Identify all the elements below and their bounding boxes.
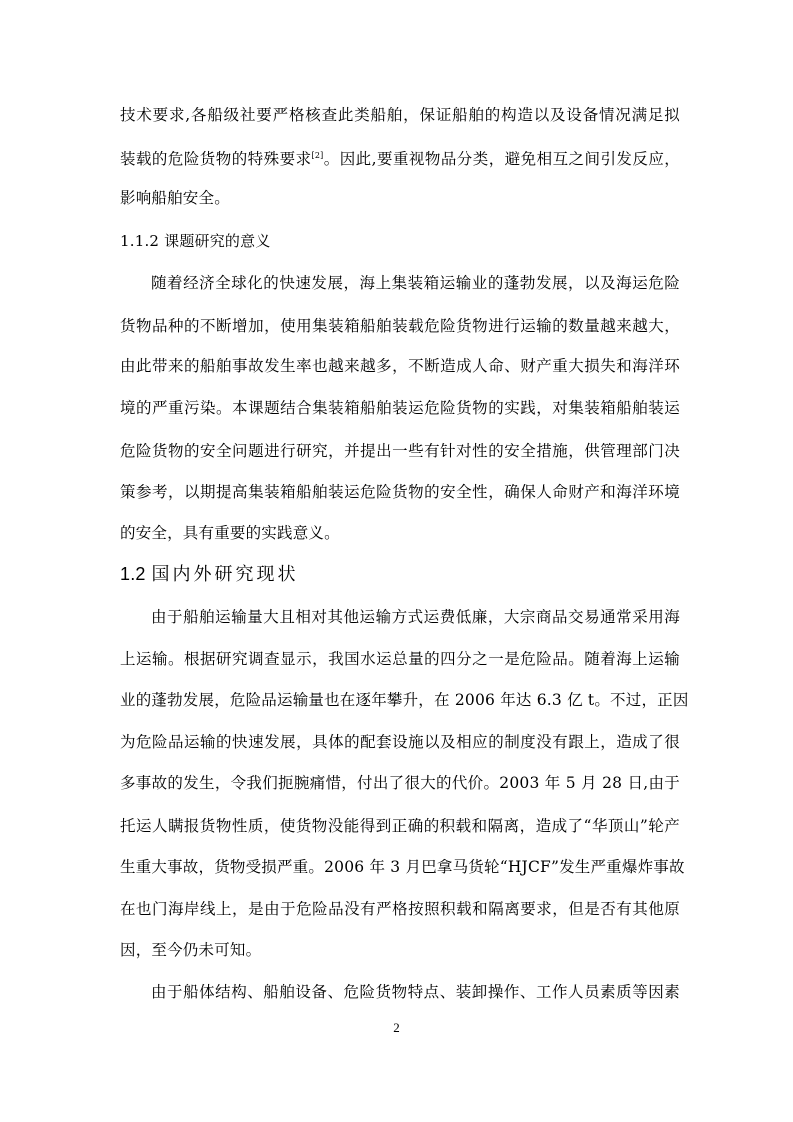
paragraph-line: 在也门海岸线上，是由于危险品没有严格按照积载和隔离要求，但是否有其他原 xyxy=(120,900,680,918)
paragraph-line: 技术要求,各船级社要严格核查此类船舶，保证船舶的构造以及设备情况满足拟 xyxy=(120,106,680,124)
subsection-heading: 1.1.2 课题研究的意义 xyxy=(120,232,271,250)
paragraph-line: 由此带来的船舶事故发生率也越来越多，不断造成人命、财产重大损失和海洋环 xyxy=(120,357,680,375)
paragraph-line: 策参考，以期提高集装箱船舶装运危险货物的安全性，确保人命财产和海洋环境 xyxy=(120,483,680,501)
section-title: 国内外研究现状 xyxy=(151,564,299,585)
paragraph-line: 的安全，具有重要的实践意义。 xyxy=(120,524,340,542)
paragraph-line xyxy=(120,148,680,170)
paragraph-line: 货物品种的不断增加，使用集装箱船舶装载危险货物进行运输的数量越来越大， xyxy=(120,317,680,335)
paragraph-text: 装载的危险货物的特殊要求 xyxy=(120,150,312,168)
paragraph-line: 危险货物的安全问题进行研究，并提出一些有针对性的安全措施，供管理部门决 xyxy=(120,442,680,460)
citation-reference: [2] xyxy=(311,150,324,160)
paragraph-line: 多事故的发生，令我们扼腕痛惜，付出了很大的代价。2003 年 5 月 28 日,由于 xyxy=(120,774,680,792)
paragraph-line: 因，至今仍未可知。 xyxy=(120,941,262,959)
paragraph-line: 由于船舶运输量大且相对其他运输方式运费低廉，大宗商品交易通常采用海 xyxy=(151,608,680,626)
paragraph-text: 。因此,要重视物品分类，避免相互之间引发反应， xyxy=(323,150,680,168)
paragraph-line: 托运人瞒报货物性质，使货物没能得到正确的积载和隔离，造成了“华顶山”轮产 xyxy=(120,817,680,835)
paragraph-line: 由于船体结构、船舶设备、危险货物特点、装卸操作、工作人员素质等因素 xyxy=(151,983,680,1001)
paragraph-line: 生重大事故，货物受损严重。2006 年 3 月巴拿马货轮“HJCF”发生严重爆炸事故 xyxy=(120,858,685,876)
section-heading xyxy=(120,563,680,586)
paragraph-line: 为危险品运输的快速发展，具体的配套设施以及相应的制度没有跟上，造成了很 xyxy=(120,733,680,751)
paragraph-line: 境的严重污染。本课题结合集装箱船舶装运危险货物的实践，对集装箱船舶装运 xyxy=(120,399,680,417)
page-number: 2 xyxy=(393,1020,400,1035)
paragraph-line: 业的蓬勃发展，危险品运输量也在逐年攀升，在 2006 年达 6.3 亿 t。不过，正因 xyxy=(120,691,689,709)
paragraph-line: 影响船舶安全。 xyxy=(120,189,230,207)
paragraph-line: 随着经济全球化的快速发展，海上集装箱运输业的蓬勃发展，以及海运危险 xyxy=(151,274,680,292)
section-number: 1.2 xyxy=(120,564,146,584)
paragraph-line: 上运输。根据研究调查显示，我国水运总量的四分之一是危险品。随着海上运输 xyxy=(120,650,680,668)
